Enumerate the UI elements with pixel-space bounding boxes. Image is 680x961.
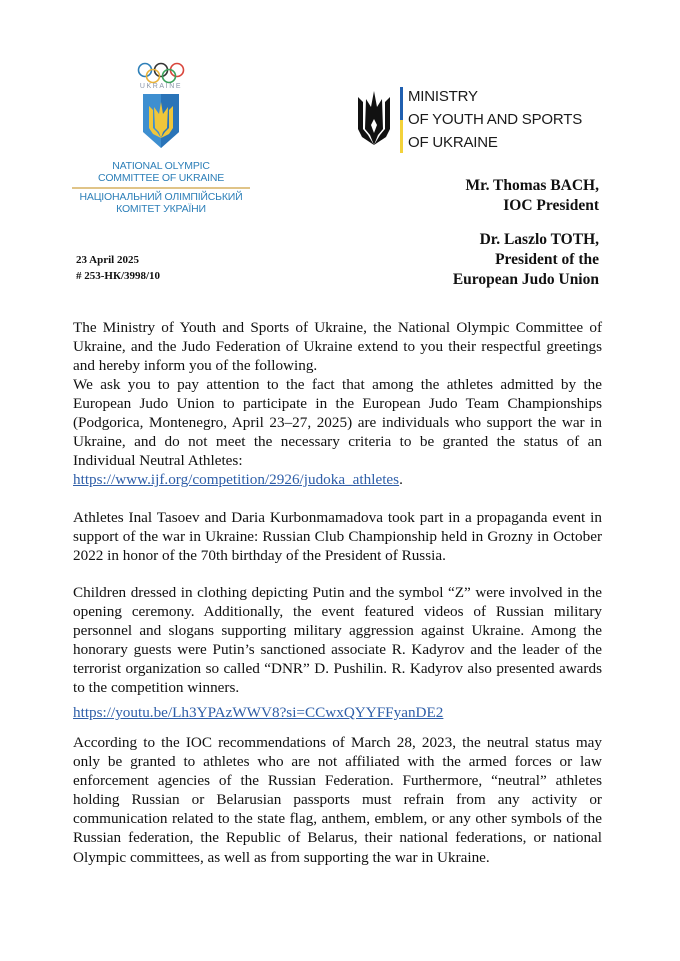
paragraph-video-link [73,703,602,722]
addressee-title: President of the [495,251,599,268]
addressee-ioc [466,176,600,216]
trident-icon [356,89,392,149]
addressee-title: IOC President [503,197,599,214]
paragraph-text: We ask you to pay attention to the fact that among the athletes admitted by the European Judo Union to participate in the European Judo Team Championships (Podgorica, Montenegro, April 23–27, 2025) are individuals who support the war in Ukraine, and do not meet the necessary criteria to be granted the status of an Individual Neutral Athletes: [73,376,602,470]
ministry-name [408,85,582,154]
ministry-name-line2: OF YOUTH AND SPORTS [408,111,583,128]
paragraph-text: Children dressed in clothing depicting Putin and the symbol “Z” were involved in the opening ceremony. Additionally, the event featured videos of Russian military personnel and slogans supporting military aggression against Ukraine. Among the honorary guests were Putin’s sanctioned associate R. Kadyrov and the leader of the terrorist organization so called “DNR” D. Pushilin. R. Kadyrov also presented awards to the competition winners. [73,584,602,697]
noc-divider [72,187,250,189]
letter-meta [76,252,160,284]
youtube-video-link[interactable]: https://youtu.be/Lh3YPAzWWV8?si=CCwxQYYFFyanDE2 [73,704,444,721]
noc-ukraine-small-label: UKRAINE [139,83,183,90]
paragraph-athletes [73,508,602,565]
noc-name-en-line1: NATIONAL OLYMPIC [112,160,210,172]
letter-date: 23 April 2025 [76,254,139,266]
period: . [399,471,403,489]
addressee-eju [453,230,599,290]
paragraph-ioc-recommendations [73,733,602,867]
paragraph-event-details [73,583,602,698]
ministry-flag-bar [400,87,403,153]
paragraph-text: According to the IOC recommendations of March 28, 2023, the neutral status may only be granted to athletes who are not affiliated with the armed forces or law enforcement agencies of the Russian Federation. Furthermore, “neutral” athletes holding Russian or Belarusian passports must refrain from any activity or communication related to the state flag, anthem, emblem, or any other symbols of the Russian federation, the Republic of Belarus, their national federations, or national Olympic committees, as well as from supporting the war in Ukraine. [73,734,602,866]
paragraph-text: The Ministry of Youth and Sports of Ukraine, the National Olympic Committee of Ukraine, and the Judo Federation of Ukraine extend to you their respectful greetings and hereby inform you of the following. [73,319,602,375]
ijf-athletes-link[interactable]: https://www.ijf.org/competition/2926/judoka_athletes [73,471,400,489]
noc-name-ua-line2: КОМІТЕТ УКРАЇНИ [116,203,206,215]
paragraph-text: Athletes Inal Tasoev and Daria Kurbonmamadova took part in a propaganda event in support of the war in Ukraine: Russian Club Championship held in Grozny in October 2022 in honor of the 70th birthday of the President of Russia. [73,509,602,565]
paragraph-request [73,375,602,490]
ministry-name-line1: MINISTRY [408,88,478,105]
letter-reference: # 253-НК/3998/10 [76,270,161,282]
ministry-name-line3: OF UKRAINE [408,134,498,151]
addressee-name: Mr. Thomas BACH, [465,177,599,194]
trident-shield-icon [141,92,181,150]
paragraph-greeting [73,318,602,375]
addressee-name: Dr. Laszlo TOTH, [479,231,599,248]
addressee-org: European Judo Union [452,271,599,288]
noc-name-ua-line1: НАЦІОНАЛЬНИЙ ОЛІМПІЙСЬКИЙ [79,191,243,203]
noc-name-en-line2: COMMITTEE OF UKRAINE [97,172,225,184]
noc-ukraine-logo [66,62,256,215]
olympic-rings-icon [136,62,186,84]
